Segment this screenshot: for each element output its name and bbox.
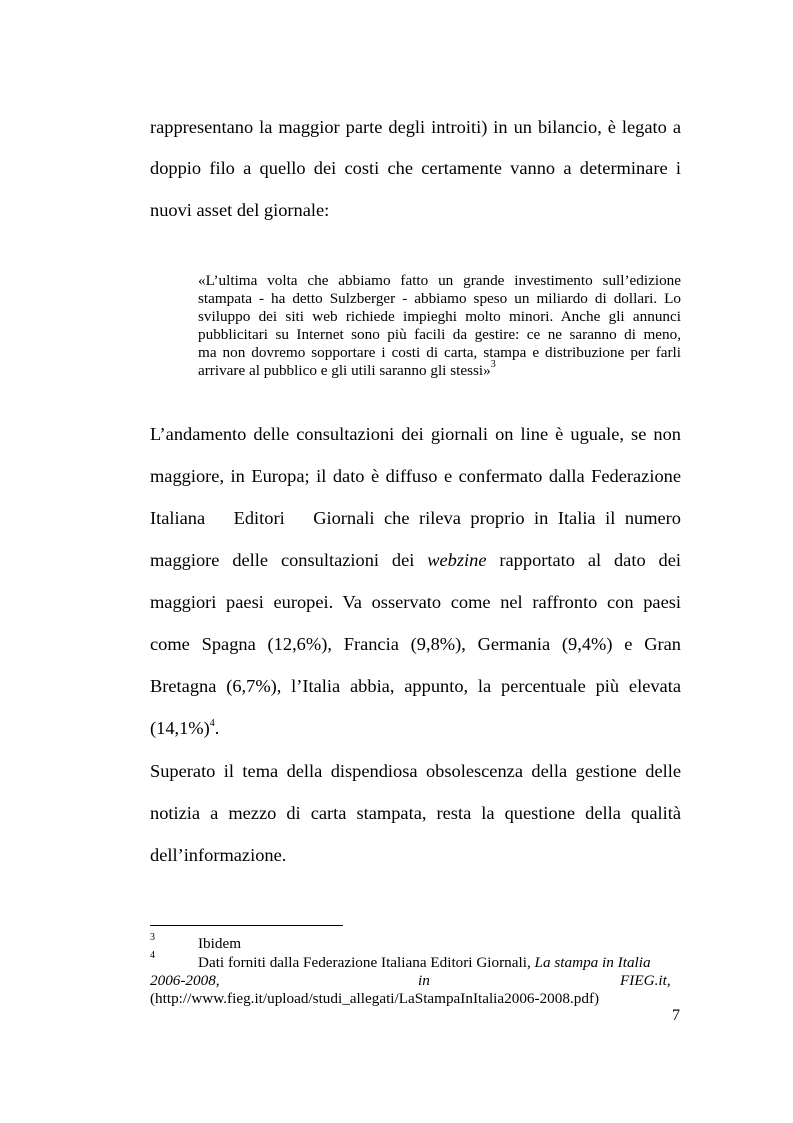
body-line: notizia a mezzo di carta stampata, resta la questione della qualità: [150, 803, 681, 823]
footnote-text: [198, 954, 651, 972]
quote-line: «L’ultima volta che abbiamo fatto un grande investimento sull’edizione: [198, 272, 681, 289]
body-line: maggiori paesi europei. Va osservato come nel raffronto con paesi: [150, 592, 681, 612]
body-line: nuovi asset del giornale:: [150, 200, 330, 220]
body-line: L’andamento delle consultazioni dei giornali on line è uguale, se non: [150, 424, 681, 444]
footnote-ref-3[interactable]: 3: [490, 359, 496, 370]
body-line: [150, 550, 681, 571]
body-text: maggiore delle consultazioni dei: [150, 550, 415, 570]
footnote-text: in: [418, 972, 430, 989]
quote-line: ma non dovremo sopportare i costi di carta, stampa e distribuzione per farli: [198, 344, 681, 361]
footnote-italic-title: La stampa in Italia: [534, 954, 651, 971]
body-line: [150, 718, 219, 739]
italic-term: webzine: [427, 550, 487, 570]
page-number: 7: [672, 1007, 680, 1024]
body-line: rappresentano la maggior parte degli introiti) in un bilancio, è legato a: [150, 117, 681, 137]
body-text: .: [214, 718, 220, 738]
quote-line: sviluppo dei siti web richiede impieghi molto minori. Anche gli annunci: [198, 308, 681, 325]
footnote-separator: [150, 925, 343, 926]
body-line: Superato il tema della dispendiosa obsolescenza della gestione delle: [150, 761, 681, 781]
quote-text: arrivare al pubblico e gli utili saranno gli stessi»: [198, 362, 491, 379]
body-line: maggiore, in Europa; il dato è diffuso e confermato dalla Federazione: [150, 466, 681, 486]
quote-line-last: [198, 359, 681, 380]
body-line: dell’informazione.: [150, 845, 287, 865]
footnote-ref-4[interactable]: 4: [209, 718, 215, 729]
footnote-text: FIEG.it,: [620, 972, 671, 989]
quote-line: stampata - ha detto Sulzberger - abbiamo speso un miliardo di dollari. Lo: [198, 290, 681, 307]
body-line: come Spagna (12,6%), Francia (9,8%), Germania (9,4%) e Gran: [150, 634, 681, 654]
footnote-text-part: Dati forniti dalla Federazione Italiana Editori Giornali,: [198, 954, 531, 971]
body-text: rapportato al dato dei: [499, 550, 681, 570]
body-line: doppio filo a quello dei costi che certamente vanno a determinare i: [150, 158, 681, 178]
footnote-url[interactable]: (http://www.fieg.it/upload/studi_allegati/LaStampaInItalia2006-2008.pdf): [150, 990, 600, 1007]
footnote-number: 4: [150, 950, 155, 961]
footnote-number: 3: [150, 932, 155, 943]
footnote-text: Ibidem: [198, 935, 242, 952]
body-text: (14,1%): [150, 718, 210, 738]
body-line: Italiana Editori Giornali che rileva proprio in Italia il numero: [150, 508, 681, 528]
body-line: Bretagna (6,7%), l’Italia abbia, appunto, la percentuale più elevata: [150, 676, 681, 696]
quote-line: pubblicitari su Internet sono più facili da gestire: ce ne saranno di meno,: [198, 326, 681, 343]
footnote-text: 2006-2008,: [150, 972, 220, 989]
